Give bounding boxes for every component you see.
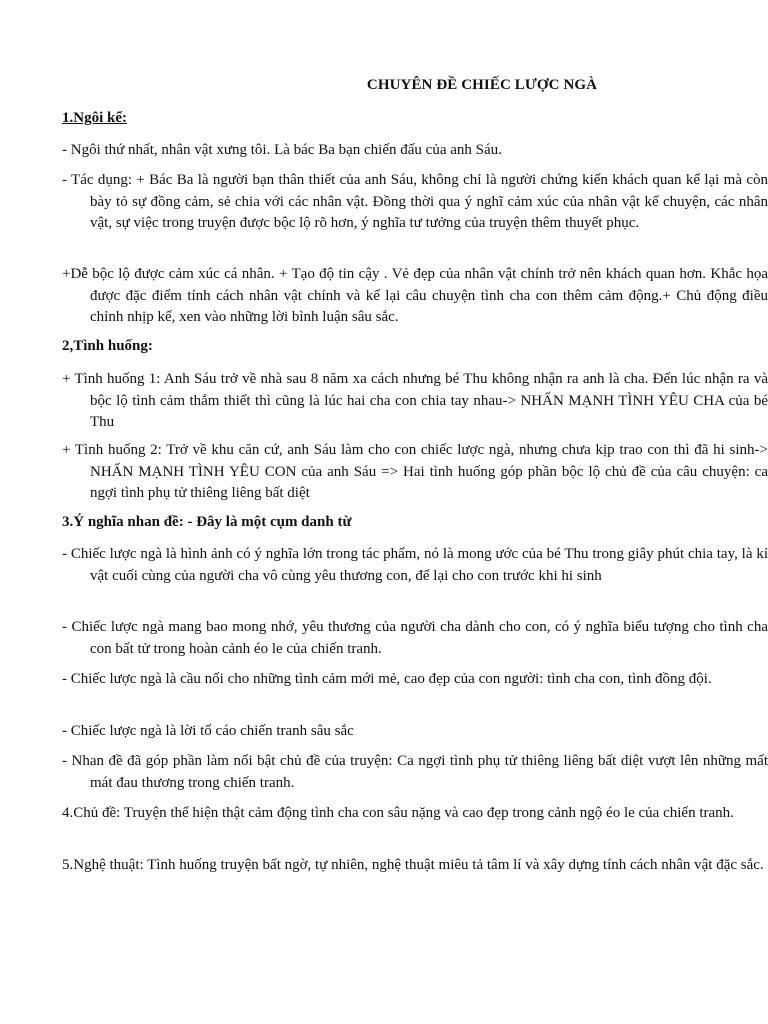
section-1-paragraph-1: - Ngôi thứ nhất, nhân vật xưng tôi. Là bác Ba bạn chiến đấu của anh Sáu. [62,142,502,158]
document-title: CHUYÊN ĐỀ CHIẾC LƯỢC NGÀ [366,77,598,93]
section-3-paragraph-2: - Chiếc lược ngà mang bao mong nhớ, yêu thương của người cha dành cho con, có ý nghĩa biểu tượng cho tình cha con bất tử trong hoàn cảnh éo le của chiến tranh. [62,619,768,657]
section-3-paragraph-4: - Chiếc lược ngà là lời tố cáo chiến tranh sâu sắc [62,723,354,739]
section-1-heading: 1.Ngôi kể: [62,110,127,126]
section-1-paragraph-3: +Dễ bộc lộ được cảm xúc cá nhân. + Tạo độ tin cậy . Vẻ đẹp của nhân vật chính trở nên khách quan hơn. Khắc họa được đặc điểm tính cách nhân vật chính và kể lại câu chuyện tình cha con thêm cảm động.+ Chủ động điều chỉnh nhịp kể, xen vào những lời bình luận sâu sắc. [62,266,768,325]
section-2-heading: 2,Tình huống: [62,338,153,354]
section-2-paragraph-1: + Tình huống 1: Anh Sáu trở về nhà sau 8 năm xa cách nhưng bé Thu không nhận ra anh là cha. Đến lúc nhận ra và bộc lộ tình cảm thắm thiết thì cũng là lúc hai cha con chia tay nhau-> NHẤN MẠNH TÌNH YÊU CHA của bé Thu [62,371,768,430]
section-5-art: 5.Nghệ thuật: Tình huống truyện bất ngờ, tự nhiên, nghệ thuật miêu tả tâm lí và xây dựng tính cách nhân vật đặc sắc. [62,857,764,873]
section-3-paragraph-3: - Chiếc lược ngà là cầu nối cho những tình cảm mới mẻ, cao đẹp của con người: tình cha con, tình đồng đội. [62,671,712,687]
section-3-paragraph-1: - Chiếc lược ngà là hình ảnh có ý nghĩa lớn trong tác phẩm, nó là mong ước của bé Thu trong giây phút chia tay, là kỉ vật cuối cùng của người cha vô cùng yêu thương con, để lại cho con trước khi hi sinh [62,546,768,584]
section-3-heading: 3.Ý nghĩa nhan đề: - Đây là một cụm danh từ [62,514,352,530]
section-2-paragraph-2: + Tình huống 2: Trở về khu căn cứ, anh Sáu làm cho con chiếc lược ngà, nhưng chưa kịp trao con thì đã hi sinh-> NHẤN MẠNH TÌNH YÊU CON của anh Sáu => Hai tình huống góp phần bộc lộ chủ đề của câu chuyện: ca ngợi tình phụ tử thiêng liêng bất diệt [62,442,768,501]
section-1-paragraph-2: - Tác dụng: + Bác Ba là người bạn thân thiết của anh Sáu, không chỉ là người chứng kiến khách quan kể lại mà còn bày tỏ sự đồng cảm, sẻ chia với các nhân vật. Đồng thời qua ý nghĩ cảm xúc của nhân vật kể chuyện, các nhân vật, sự việc trong truyện được bộc lộ rõ hơn, ý nghĩa tư tưởng của truyện thêm thuyết phục. [62,172,768,231]
section-4-theme: 4.Chủ đề: Truyện thể hiện thật cảm động tình cha con sâu nặng và cao đẹp trong cảnh ngộ éo le của chiến tranh. [62,805,734,821]
section-3-paragraph-5: - Nhan đề đã góp phần làm nổi bật chủ đề của truyện: Ca ngợi tình phụ tử thiêng liêng bất diệt vượt lên những mất mát đau thương trong chiến tranh. [62,753,768,791]
